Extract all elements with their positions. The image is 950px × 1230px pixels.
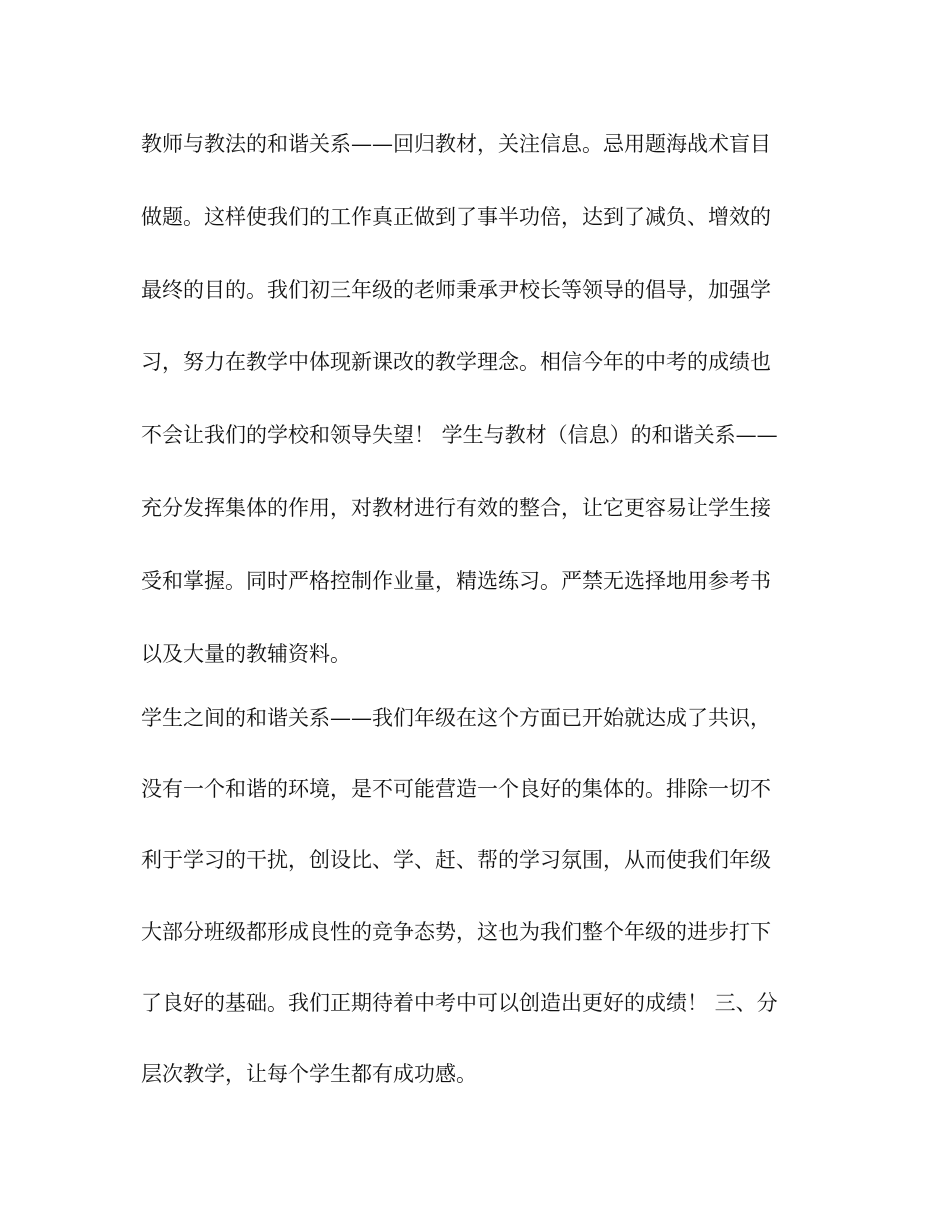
- text-line: 以及大量的教辅资料。: [141, 641, 351, 666]
- paragraph-2: [141, 706, 811, 1133]
- text-line: 受和掌握。同时严格控制作业量，精选练习。严禁无选择地用参考书: [141, 568, 771, 593]
- text-line: 最终的目的。我们初三年级的老师秉承尹校长等领导的倡导，加强学: [141, 277, 771, 302]
- text-line: 了良好的基础。我们正期待着中考中可以创造出更好的成绩！ 三、分: [141, 990, 778, 1015]
- text-line: 不会让我们的学校和领导失望！ 学生与教材（信息）的和谐关系——: [141, 423, 778, 448]
- text-line: 学生之间的和谐关系——我们年级在这个方面已开始就达成了共识，: [141, 706, 771, 730]
- text-line: 做题。这样使我们的工作真正做到了事半功倍，达到了减负、增效的: [141, 204, 771, 229]
- text-line: 大部分班级都形成良性的竞争态势，这也为我们整个年级的进步打下: [141, 919, 771, 944]
- paragraph-1: [141, 132, 811, 714]
- text-line: 利于学习的干扰，创设比、学、赶、帮的学习氛围，从而使我们年级: [141, 848, 771, 873]
- text-line: 教师与教法的和谐关系——回归教材，关注信息。忌用题海战术盲目: [141, 132, 771, 156]
- text-line: 习，努力在教学中体现新课改的教学理念。相信今年的中考的成绩也: [141, 350, 771, 375]
- text-line: 没有一个和谐的环境，是不可能营造一个良好的集体的。排除一切不: [141, 777, 771, 802]
- text-line: 充分发挥集体的作用，对教材进行有效的整合，让它更容易让学生接: [141, 495, 771, 520]
- text-line: 层次教学，让每个学生都有成功感。: [141, 1061, 477, 1086]
